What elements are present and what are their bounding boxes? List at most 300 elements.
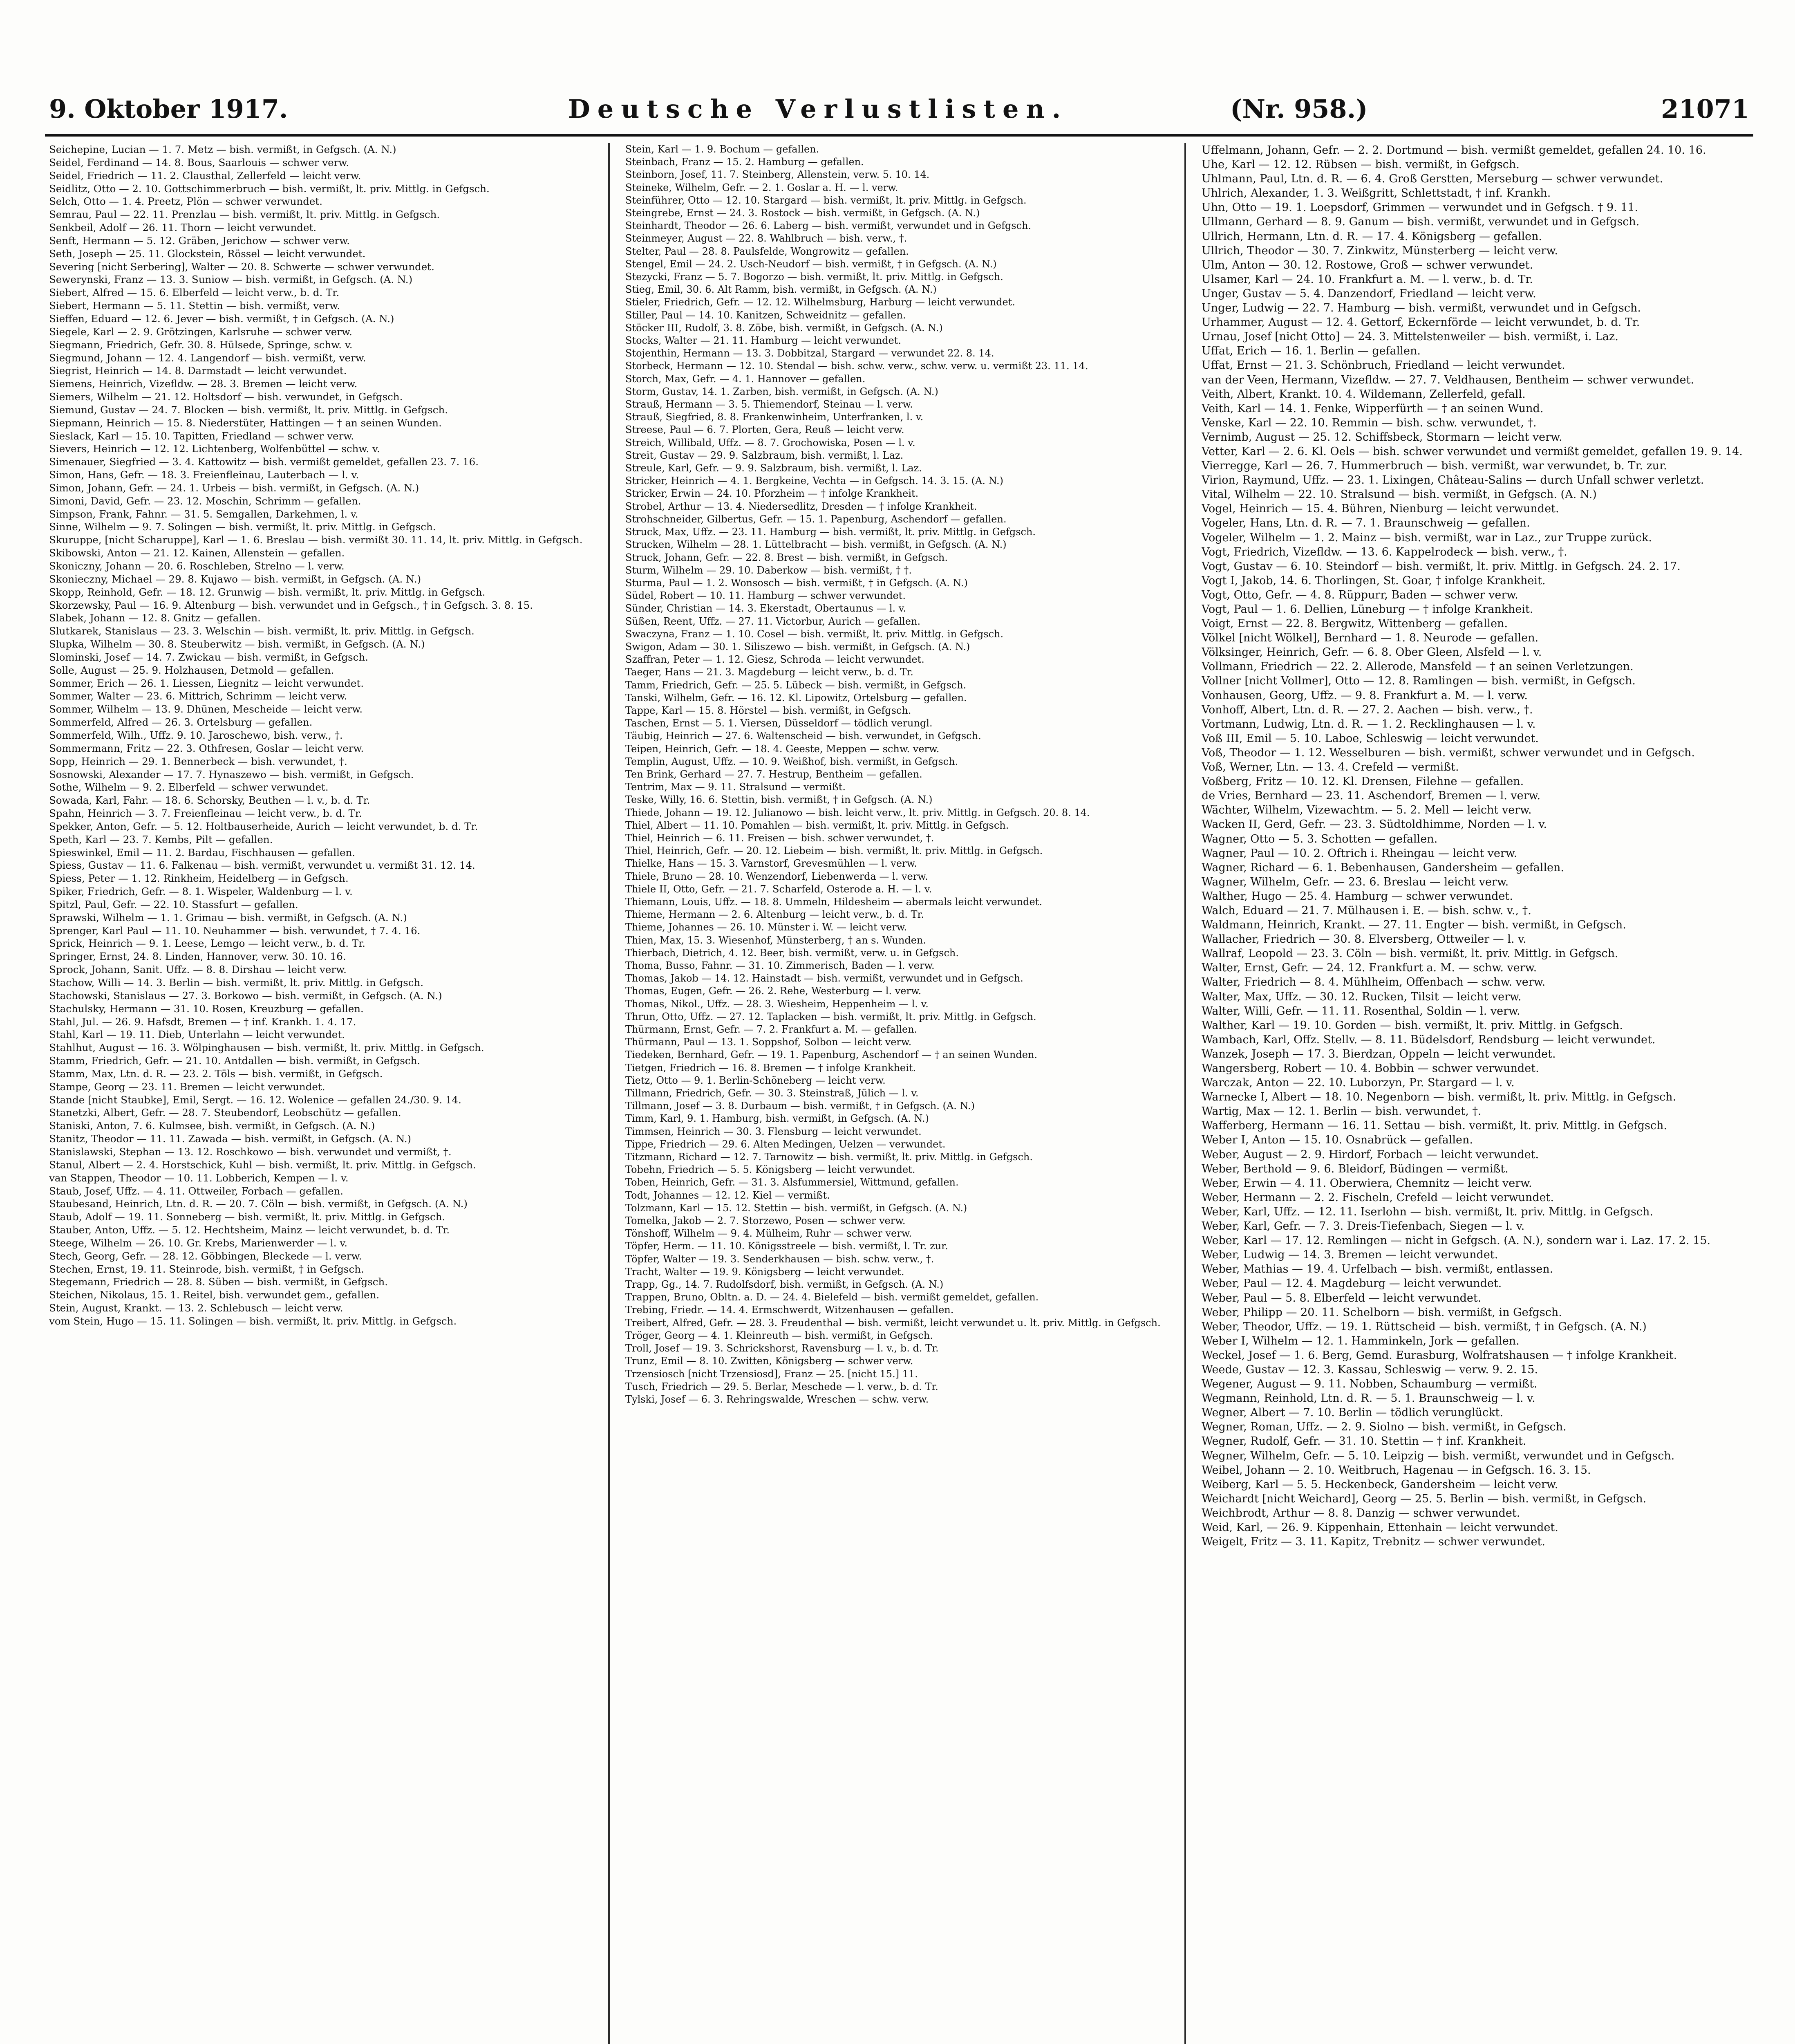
casualty-entry: Severing [nicht Serbering], Walter — 20. 8. Schwerte — schwer verwundet. <box>49 260 434 273</box>
casualty-entry: Slupka, Wilhelm — 30. 8. Steuberwitz — bish. vermißt, in Gefgsch. (A. N.) <box>49 638 425 650</box>
casualty-entry: Siemens, Heinrich, Vizefldw. — 28. 3. Bremen — leicht verw. <box>49 378 358 390</box>
casualty-entry: Thomas, Eugen, Gefr. — 26. 2. Rehe, Westerburg — l. verw. <box>625 985 922 997</box>
casualty-entry: Weber, Theodor, Uffz. — 19. 1. Rüttscheid — bish. vermißt, † in Gefgsch. (A. N.) <box>1202 1320 1647 1333</box>
casualty-entry: Stöcker III, Rudolf, 3. 8. Zöbe, bish. vermißt, in Gefgsch. (A. N.) <box>625 322 943 334</box>
casualty-entry: Warnecke I, Albert — 18. 10. Negenborn — bish. vermißt, lt. priv. Mittlg. in Gefgsch. <box>1202 1091 1676 1104</box>
casualty-entry: Simenauer, Siegfried — 3. 4. Kattowitz — bish. vermißt gemeldet, gefallen 23. 7. 16. <box>49 456 479 468</box>
casualty-entry: Walch, Eduard — 21. 7. Mülhausen i. E. — bish. schw. v., †. <box>1202 904 1531 917</box>
casualty-entry: Skoniczny, Johann — 20. 6. Roschleben, Strelno — l. verw. <box>49 560 345 572</box>
casualty-entry: Weber I, Wilhelm — 12. 1. Hamminkeln, Jork — gefallen. <box>1202 1334 1520 1347</box>
casualty-entry: Uffelmann, Johann, Gefr. — 2. 2. Dortmund — bish. vermißt gemeldet, gefallen 24. 10. 16. <box>1202 144 1706 157</box>
casualty-entry: Tusch, Friedrich — 29. 5. Berlar, Meschede — l. verw., b. d. Tr. <box>625 1381 938 1392</box>
casualty-entry: Ulsamer, Karl — 24. 10. Frankfurt a. M. — l. verw., b. d. Tr. <box>1202 273 1533 286</box>
casualty-entry: Sopp, Heinrich — 29. 1. Bennerbeck — bish. verwundet, †. <box>49 755 347 767</box>
casualty-entry: Wegmann, Reinhold, Ltn. d. R. — 5. 1. Braunschweig — l. v. <box>1202 1392 1535 1405</box>
casualty-entry: Stengel, Emil — 24. 2. Usch-Neudorf — bish. vermißt, † in Gefgsch. (A. N.) <box>625 258 997 270</box>
casualty-entry: Stahl, Jul. — 26. 9. Hafsdt, Bremen — † inf. Krankh. 1. 4. 17. <box>49 1015 356 1028</box>
casualty-entry: Siegrist, Heinrich — 14. 8. Darmstadt — leicht verwundet. <box>49 365 347 377</box>
casualty-entry: Skibowski, Anton — 21. 12. Kainen, Allenstein — gefallen. <box>49 547 345 559</box>
casualty-entry: Vonhausen, Georg, Uffz. — 9. 8. Frankfurt a. M. — l. verw. <box>1202 689 1528 702</box>
casualty-entry: Weede, Gustav — 12. 3. Kassau, Schleswig — verw. 9. 2. 15. <box>1202 1363 1538 1376</box>
casualty-entry: Siebert, Alfred — 15. 6. Elberfeld — leicht verw., b. d. Tr. <box>49 287 340 299</box>
casualty-entry: Toben, Heinrich, Gefr. — 31. 3. Alsfummersiel, Wittmund, gefallen. <box>625 1177 959 1188</box>
casualty-entry: van Stappen, Theodor — 10. 11. Lobberich, Kempen — l. v. <box>49 1172 349 1184</box>
casualty-entry: Siepmann, Heinrich — 15. 8. Niederstüter, Hattingen — † an seinen Wunden. <box>49 417 442 429</box>
casualty-entry: Stieler, Friedrich, Gefr. — 12. 12. Wilhelmsburg, Harburg — leicht verwundet. <box>625 296 1015 308</box>
casualty-entry: Trzensiosch [nicht Trzensiosd], Franz — 25. [nicht 15.] 11. <box>625 1368 918 1380</box>
casualty-entry: Weber, Paul — 5. 8. Elberfeld — leicht verwundet. <box>1202 1291 1482 1304</box>
casualty-entry: Stieg, Emil, 30. 6. Alt Ramm, bish. vermißt, in Gefgsch. (A. N.) <box>625 284 937 296</box>
casualty-entry: Treibert, Alfred, Gefr. — 28. 3. Freudenthal — bish. vermißt, leicht verwundet u. lt. priv. Mittlg. in Gefgsch. <box>625 1317 1161 1329</box>
casualty-entry: Slabek, Johann — 12. 8. Gnitz — gefallen. <box>49 612 261 624</box>
casualty-entry: Spieswinkel, Emil — 11. 2. Bardau, Fischhausen — gefallen. <box>49 846 356 858</box>
casualty-entry: Thien, Max, 15. 3. Wiesenhof, Münsterberg, † an s. Wunden. <box>625 934 926 946</box>
casualty-entry: Sieslack, Karl — 15. 10. Tapitten, Friedland — schwer verw. <box>49 430 354 442</box>
casualty-entry: Vogeler, Hans, Ltn. d. R. — 7. 1. Braunschweig — gefallen. <box>1202 517 1530 530</box>
casualty-entry: Selch, Otto — 1. 4. Preetz, Plön — schwer verwundet. <box>49 195 323 208</box>
casualty-entry: Wegener, August — 9. 11. Nobben, Schaumburg — vermißt. <box>1202 1378 1538 1391</box>
casualty-entry: Streich, Willibald, Uffz. — 8. 7. Grochowiska, Posen — l. v. <box>625 437 915 448</box>
casualty-entry: Skonieczny, Michael — 29. 8. Kujawo — bish. vermißt, in Gefgsch. (A. N.) <box>49 573 421 585</box>
casualty-entry: Weigelt, Fritz — 3. 11. Kapitz, Trebnitz — schwer verwundet. <box>1202 1535 1545 1549</box>
casualty-entry: Voigt, Ernst — 22. 8. Bergwitz, Wittenberg — gefallen. <box>1202 617 1508 630</box>
casualty-entry: Skorzewsky, Paul — 16. 9. Altenburg — bish. verwundet und in Gefgsch., † in Gefgsch. 3. 8. 15. <box>49 599 533 611</box>
casualty-entry: Walter, Ernst, Gefr. — 24. 12. Frankfurt a. M. — schw. verw. <box>1202 961 1537 975</box>
casualty-entry: Spiess, Peter — 1. 12. Rinkheim, Heidelberg — in Gefgsch. <box>49 872 349 885</box>
casualty-entry: Vital, Wilhelm — 22. 10. Stralsund — bish. vermißt, in Gefgsch. (A. N.) <box>1202 488 1597 501</box>
casualty-entry: Sprawski, Wilhelm — 1. 1. Grimau — bish. vermißt, in Gefgsch. (A. N.) <box>49 911 407 923</box>
casualty-column-3 <box>1202 143 1745 2044</box>
casualty-entry: Tomelka, Jakob — 2. 7. Storzewo, Posen — schwer verw. <box>625 1215 906 1227</box>
casualty-entry: Sinne, Wilhelm — 9. 7. Solingen — bish. vermißt, lt. priv. Mittlg. in Gefgsch. <box>49 521 436 533</box>
casualty-entry: Vetter, Karl — 2. 6. Kl. Oels — bish. schwer verwundet und vermißt gemeldet, gefallen 19. 9. 14. <box>1202 445 1743 458</box>
casualty-entry: Steingrebe, Ernst — 24. 3. Rostock — bish. vermißt, in Gefgsch. (A. N.) <box>625 207 980 219</box>
casualty-entry: Thieme, Johannes — 26. 10. Münster i. W. — leicht verw. <box>625 921 907 933</box>
casualty-entry: Stande [nicht Staubke], Emil, Sergt. — 16. 12. Wolenice — gefallen 24./30. 9. 14. <box>49 1094 461 1106</box>
casualty-entry: Stein, Karl — 1. 9. Bochum — gefallen. <box>625 143 819 155</box>
casualty-entry: Stampe, Georg — 23. 11. Bremen — leicht verwundet. <box>49 1080 325 1093</box>
casualty-entry: Sprock, Johann, Sanit. Uffz. — 8. 8. Dirshau — leicht verw. <box>49 964 347 976</box>
casualty-entry: Weber, Philipp — 20. 11. Schelborn — bish. vermißt, in Gefgsch. <box>1202 1306 1562 1319</box>
casualty-entry: Seidel, Ferdinand — 14. 8. Bous, Saarlouis — schwer verw. <box>49 156 349 168</box>
casualty-entry: Staub, Adolf — 19. 11. Sonneberg — bish. vermißt, lt. priv. Mittlg. in Gefgsch. <box>49 1211 445 1223</box>
casualty-entry: Steinborn, Josef, 11. 7. Steinberg, Allenstein, verw. 5. 10. 14. <box>625 169 930 181</box>
casualty-entry: Tentrim, Max — 9. 11. Stralsund — vermißt. <box>625 781 846 793</box>
casualty-entry: Vogt, Otto, Gefr. — 4. 8. Rüppurr, Baden — schwer verw. <box>1202 588 1518 601</box>
casualty-entry: Tolzmann, Karl — 15. 12. Stettin — bish. vermißt, in Gefgsch. (A. N.) <box>625 1202 967 1214</box>
casualty-entry: Ullmann, Gerhard — 8. 9. Ganum — bish. vermißt, verwundet und in Gefgsch. <box>1202 215 1640 229</box>
casualty-entry: Strauß, Hermann — 3. 5. Thiemendorf, Steinau — l. verw. <box>625 399 913 410</box>
casualty-entry: Urhammer, August — 12. 4. Gettorf, Eckernförde — leicht verwundet, b. d. Tr. <box>1202 316 1640 329</box>
publication-title: Deutsche Verlustlisten. <box>568 94 1068 124</box>
casualty-entry: Seichepine, Lucian — 1. 7. Metz — bish. vermißt, in Gefgsch. (A. N.) <box>49 143 396 155</box>
casualty-entry: Sommer, Erich — 26. 1. Liessen, Liegnitz — leicht verwundet. <box>49 677 364 689</box>
casualty-entry: Vogt I, Jakob, 14. 6. Thorlingen, St. Goar, † infolge Krankheit. <box>1202 574 1546 587</box>
casualty-entry: Stachow, Willi — 14. 3. Berlin — bish. vermißt, lt. priv. Mittlg. in Gefgsch. <box>49 977 424 988</box>
casualty-entry: Unger, Gustav — 5. 4. Danzendorf, Friedland — leicht verw. <box>1202 287 1536 300</box>
casualty-entry: Thiel, Heinrich, Gefr. — 20. 12. Liebeim — bish. vermißt, lt. priv. Mittlg. in Gefgsch. <box>625 845 1043 857</box>
casualty-entry: Spekker, Anton, Gefr. — 5. 12. Holtbauserheide, Aurich — leicht verwundet, b. d. Tr. <box>49 820 478 832</box>
casualty-entry: Titzmann, Richard — 12. 7. Tarnowitz — bish. vermißt, lt. priv. Mittlg. in Gefgsch. <box>625 1151 1033 1163</box>
casualty-entry: Simon, Hans, Gefr. — 18. 3. Freienfleinau, Lauterbach — l. v. <box>49 469 359 481</box>
casualty-entry: Stezycki, Franz — 5. 7. Bogorzo — bish. vermißt, lt. priv. Mittlg. in Gefgsch. <box>625 271 1003 283</box>
casualty-entry: Stahlhut, August — 16. 3. Wölpinghausen — bish. vermißt, lt. priv. Mittlg. in Gefgsch. <box>49 1042 484 1054</box>
casualty-entry: Töpfer, Walter — 19. 3. Senderkhausen — bish. schw. verw., †. <box>625 1253 934 1265</box>
casualty-entry: Sommerfeld, Alfred — 26. 3. Ortelsburg — gefallen. <box>49 716 313 728</box>
casualty-entry: Tanski, Wilhelm, Gefr. — 16. 12. Kl. Lipowitz, Ortelsburg — gefallen. <box>625 692 967 704</box>
casualty-entry: Todt, Johannes — 12. 12. Kiel — vermißt. <box>625 1189 830 1201</box>
casualty-entry: Sewerynski, Franz — 13. 3. Suniow — bish. vermißt, in Gefgsch. (A. N.) <box>49 273 413 286</box>
casualty-entry: Steinhardt, Theodor — 26. 6. Laberg — bish. vermißt, verwundet und in Gefgsch. <box>625 220 1032 232</box>
casualty-entry: Walther, Hugo — 25. 4. Hamburg — schwer verwundet. <box>1202 890 1513 903</box>
casualty-entry: Weiberg, Karl — 5. 5. Heckenbeck, Gandersheim — leicht verw. <box>1202 1478 1558 1491</box>
casualty-entry: Streit, Gustav — 29. 9. Salzbraum, bish. vermißt, l. Laz. <box>625 449 904 461</box>
casualty-entry: Tröger, Georg — 4. 1. Kleinreuth — bish. vermißt, in Gefgsch. <box>625 1329 933 1341</box>
casualty-entry: Walther, Karl — 19. 10. Gorden — bish. vermißt, lt. priv. Mittlg. in Gefgsch. <box>1202 1019 1623 1032</box>
casualty-entry: Tönshoff, Wilhelm — 9. 4. Mülheim, Ruhr — schwer verw. <box>625 1228 912 1239</box>
casualty-entry: Siemund, Gustav — 24. 7. Blocken — bish. vermißt, lt. priv. Mittlg. in Gefgsch. <box>49 403 448 416</box>
casualty-entry: Wagner, Otto — 5. 3. Schotten — gefallen. <box>1202 832 1438 845</box>
casualty-entry: Ullrich, Theodor — 30. 7. Zinkwitz, Münsterberg — leicht verw. <box>1202 244 1558 257</box>
casualty-entry: Thürmann, Paul — 13. 1. Soppshof, Solbon — leicht verw. <box>625 1036 912 1048</box>
casualty-entry: Walter, Friedrich — 8. 4. Mühlheim, Offenbach — schw. verw. <box>1202 976 1546 989</box>
casualty-entry: Sievers, Heinrich — 12. 12. Lichtenberg, Wolfenbüttel — schw. v. <box>49 443 380 455</box>
casualty-entry: Uhlrich, Alexander, 1. 3. Weißgritt, Schlettstadt, † inf. Krankh. <box>1202 187 1551 200</box>
casualty-entry: Weber I, Anton — 15. 10. Osnabrück — gefallen. <box>1202 1134 1473 1147</box>
casualty-entry: Thiele, Bruno — 28. 10. Wenzendorf, Liebenwerda — l. verw. <box>625 870 928 882</box>
casualty-entry: Weber, Berthold — 9. 6. Bleidorf, Büdingen — vermißt. <box>1202 1162 1509 1175</box>
casualty-entry: Skopp, Reinhold, Gefr. — 18. 12. Grunwig — bish. vermißt, lt. priv. Mittlg. in Gefgsch. <box>49 586 486 598</box>
casualty-entry: Slutkarek, Stanislaus — 23. 3. Welschin — bish. vermißt, lt. priv. Mittlg. in Gefgsch. <box>49 625 474 637</box>
casualty-entry: Thomas, Jakob — 14. 12. Hainstadt — bish. vermißt, verwundet und in Gefgsch. <box>625 973 1023 984</box>
casualty-entry: Voß, Theodor — 1. 12. Wesselburen — bish. vermißt, schwer verwundet und in Gefgsch. <box>1202 746 1695 759</box>
casualty-entry: Thomas, Nikol., Uffz. — 28. 3. Wiesheim, Heppenheim — l. v. <box>625 998 929 1010</box>
casualty-entry: Vogt, Paul — 1. 6. Dellien, Lüneburg — † infolge Krankheit. <box>1202 603 1533 616</box>
casualty-entry: Thiele II, Otto, Gefr. — 21. 7. Scharfeld, Osterode a. H. — l. v. <box>625 883 932 895</box>
casualty-entry: Swigon, Adam — 30. 1. Siliszewo — bish. vermißt, in Gefgsch. (A. N.) <box>625 641 970 652</box>
casualty-entry: vom Stein, Hugo — 15. 11. Solingen — bish. vermißt, lt. priv. Mittlg. in Gefgsch. <box>49 1315 457 1327</box>
casualty-entry: Veith, Karl — 14. 1. Fenke, Wipperfürth — † an seinen Wund. <box>1202 402 1544 415</box>
casualty-entry: Vonhoff, Albert, Ltn. d. R. — 27. 2. Aachen — bish. verw., †. <box>1202 703 1533 716</box>
casualty-entry: Weber, Karl, Gefr. — 7. 3. Dreis-Tiefenbach, Siegen — l. v. <box>1202 1220 1525 1233</box>
casualty-entry: Siebert, Hermann — 5. 11. Stettin — bish. vermißt, verw. <box>49 300 340 312</box>
casualty-entry: Templin, August, Uffz. — 10. 9. Weißhof, bish. vermißt, in Gefgsch. <box>625 755 958 767</box>
casualty-entry: Wartig, Max — 12. 1. Berlin — bish. verwundet, †. <box>1202 1105 1482 1118</box>
casualty-entry: Ten Brink, Gerhard — 27. 7. Hestrup, Bentheim — gefallen. <box>625 768 922 780</box>
casualty-entry: Stelter, Paul — 28. 8. Paulsfelde, Wongrowitz — gefallen. <box>625 245 909 257</box>
casualty-entry: Stamm, Friedrich, Gefr. — 21. 10. Antdallen — bish. vermißt, in Gefgsch. <box>49 1055 421 1067</box>
casualty-entry: Skuruppe, [nicht Scharuppe], Karl — 1. 6. Breslau — bish. vermißt 30. 11. 14, lt. priv. Mittlg. in Gefgsch. <box>49 534 583 546</box>
casualty-entry: Teske, Willy, 16. 6. Stettin, bish. vermißt, † in Gefgsch. (A. N.) <box>625 794 933 806</box>
casualty-entry: Senft, Hermann — 5. 12. Gräben, Jerichow — schwer verw. <box>49 234 350 247</box>
casualty-entry: Weber, Karl, Uffz. — 12. 11. Iserlohn — bish. vermißt, lt. priv. Mittlg. in Gefgsch. <box>1202 1205 1653 1218</box>
casualty-entry: Wafferberg, Hermann — 16. 11. Settau — bish. vermißt, lt. priv. Mittlg. in Gefgsch. <box>1202 1119 1667 1132</box>
casualty-entry: Sünder, Christian — 14. 3. Ekerstadt, Obertaunus — l. v. <box>625 603 906 614</box>
header-rule <box>45 134 1753 137</box>
casualty-entry: Weibel, Johann — 2. 10. Weitbruch, Hagenau — in Gefgsch. 16. 3. 15. <box>1202 1464 1591 1477</box>
column-divider <box>608 143 610 2044</box>
casualty-entry: Tippe, Friedrich — 29. 6. Alten Medingen, Uelzen — verwundet. <box>625 1138 946 1150</box>
casualty-entry: Thierbach, Dietrich, 4. 12. Beer, bish. vermißt, verw. u. in Gefgsch. <box>625 947 959 959</box>
casualty-entry: Uhe, Karl — 12. 12. Rübsen — bish. vermißt, in Gefgsch. <box>1202 158 1520 171</box>
casualty-entry: Thielke, Hans — 15. 3. Varnstorf, Grevesmühlen — l. verw. <box>625 858 917 870</box>
casualty-entry: Spiess, Gustav — 11. 6. Falkenau — bish. vermißt, verwundet u. vermißt 31. 12. 14. <box>49 859 475 872</box>
casualty-entry: Streese, Paul — 6. 7. Plorten, Gera, Reuß — leicht verw. <box>625 424 904 436</box>
casualty-entry: Wegner, Wilhelm, Gefr. — 5. 10. Leipzig — bish. vermißt, verwundet und in Gefgsch. <box>1202 1449 1675 1462</box>
casualty-entry: Voßberg, Fritz — 10. 12. Kl. Drensen, Filehne — gefallen. <box>1202 775 1524 788</box>
column-divider <box>1184 143 1186 2044</box>
casualty-entry: Sturm, Wilhelm — 29. 10. Daberkow — bish. vermißt, † †. <box>625 564 912 576</box>
issue-number: (Nr. 958.) <box>1230 94 1368 124</box>
casualty-entry: Simon, Johann, Gefr. — 24. 1. Urbeis — bish. vermißt, in Gefgsch. (A. N.) <box>49 482 419 494</box>
casualty-entry: Wegner, Albert — 7. 10. Berlin — tödlich verunglückt. <box>1202 1406 1503 1419</box>
casualty-entry: Storm, Gustav, 14. 1. Zarben, bish. vermißt, in Gefgsch. (A. N.) <box>625 385 938 397</box>
casualty-entry: Simoni, David, Gefr. — 23. 12. Moschin, Schrimm — gefallen. <box>49 495 361 507</box>
casualty-entry: Wacken II, Gerd, Gefr. — 23. 3. Südtoldhimme, Norden — l. v. <box>1202 818 1547 831</box>
casualty-entry: Virion, Raymund, Uffz. — 23. 1. Lixingen, Château-Salins — durch Unfall schwer verletzt. <box>1202 474 1704 487</box>
casualty-entry: Senkbeil, Adolf — 26. 11. Thorn — leicht verwundet. <box>49 222 317 234</box>
casualty-entry: Vollner [nicht Vollmer], Otto — 12. 8. Ramlingen — bish. vermißt, in Gefgsch. <box>1202 675 1636 688</box>
casualty-entry: Semrau, Paul — 22. 11. Prenzlau — bish. vermißt, lt. priv. Mittlg. in Gefgsch. <box>49 208 440 221</box>
casualty-entry: Seidel, Friedrich — 11. 2. Clausthal, Zellerfeld — leicht verw. <box>49 169 361 182</box>
casualty-entry: Tamm, Friedrich, Gefr. — 25. 5. Lübeck — bish. vermißt, in Gefgsch. <box>625 679 967 691</box>
casualty-entry: Süßen, Reent, Uffz. — 27. 11. Victorbur, Aurich — gefallen. <box>625 615 921 627</box>
casualty-entry: Thiede, Johann — 19. 12. Julianowo — bish. leicht verw., lt. priv. Mittlg. in Gefgsch. 20. 8. 14. <box>625 807 1090 818</box>
casualty-entry: Teipen, Heinrich, Gefr. — 18. 4. Geeste, Meppen — schw. verw. <box>625 743 940 755</box>
casualty-entry: Trebing, Friedr. — 14. 4. Ermschwerdt, Witzenhausen — gefallen. <box>625 1304 954 1316</box>
casualty-entry: Wagner, Paul — 10. 2. Oftrich i. Rheingau — leicht verw. <box>1202 847 1517 860</box>
casualty-entry: Wallraf, Leopold — 23. 3. Cöln — bish. vermißt, lt. priv. Mittlg. in Gefgsch. <box>1202 947 1618 960</box>
casualty-entry: Sosnowski, Alexander — 17. 7. Hynaszewo — bish. vermißt, in Gefgsch. <box>49 768 414 780</box>
casualty-entry: Uhn, Otto — 19. 1. Loepsdorf, Grimmen — verwundet und in Gefgsch. † 9. 11. <box>1202 201 1638 214</box>
casualty-entry: Uffat, Ernst — 21. 3. Schönbruch, Friedland — leicht verwundet. <box>1202 359 1565 372</box>
casualty-entry: Völkel [nicht Wölkel], Bernhard — 1. 8. Neurode — gefallen. <box>1202 632 1539 645</box>
casualty-entry: Struck, Max, Uffz. — 23. 11. Hamburg — bish. vermißt, lt. priv. Mittlg. in Gefgsch. <box>625 526 1036 538</box>
casualty-entry: Szaffran, Peter — 1. 12. Giesz, Schroda — leicht verwundet. <box>625 654 924 666</box>
casualty-entry: Tillmann, Friedrich, Gefr. — 30. 3. Steinstraß, Jülich — l. v. <box>625 1087 919 1099</box>
casualty-entry: Warczak, Anton — 22. 10. Luborzyn, Pr. Stargard — l. v. <box>1202 1076 1515 1089</box>
casualty-entry: Tobehn, Friedrich — 5. 5. Königsberg — leicht verwundet. <box>625 1164 915 1176</box>
casualty-entry: Staubesand, Heinrich, Ltn. d. R. — 20. 7. Cöln — bish. vermißt, in Gefgsch. (A. N.) <box>49 1198 468 1210</box>
casualty-entry: Vogt, Gustav — 6. 10. Steindorf — bish. vermißt, lt. priv. Mittlg. in Gefgsch. 24. 2. 17. <box>1202 560 1681 573</box>
casualty-entry: Walter, Max, Uffz. — 30. 12. Rucken, Tilsit — leicht verw. <box>1202 990 1522 1003</box>
casualty-entry: Strobel, Arthur — 13. 4. Niedersedlitz, Dresden — † infolge Krankheit. <box>625 500 977 512</box>
casualty-entry: Stricker, Heinrich — 4. 1. Bergkeine, Vechta — in Gefgsch. 14. 3. 15. (A. N.) <box>625 475 1003 487</box>
casualty-entry: Seidlitz, Otto — 2. 10. Gottschimmerbruch — bish. vermißt, lt. priv. Mittlg. in Gefgsch. <box>49 182 490 195</box>
casualty-entry: Unger, Ludwig — 22. 7. Hamburg — bish. vermißt, verwundet und in Gefgsch. <box>1202 302 1641 315</box>
casualty-entry: Wagner, Richard — 6. 1. Bebenhausen, Gandersheim — gefallen. <box>1202 861 1564 874</box>
casualty-entry: Wallacher, Friedrich — 30. 8. Elversberg, Ottweiler — l. v. <box>1202 933 1526 946</box>
casualty-entry: Stricker, Erwin — 24. 10. Pforzheim — † infolge Krankheit. <box>625 488 919 500</box>
casualty-entry: Steege, Wilhelm — 26. 10. Gr. Krebs, Marienwerder — l. v. <box>49 1237 348 1249</box>
casualty-entry: de Vries, Bernhard — 23. 11. Aschendorf, Bremen — l. verw. <box>1202 789 1541 802</box>
casualty-entry: Sturma, Paul — 1. 2. Wonsosch — bish. vermißt, † in Gefgsch. (A. N.) <box>625 577 968 589</box>
casualty-entry: Sommermann, Fritz — 22. 3. Othfresen, Goslar — leicht verw. <box>49 742 364 754</box>
casualty-entry: Weber, Paul — 12. 4. Magdeburg — leicht verwundet. <box>1202 1277 1502 1290</box>
casualty-entry: Staub, Josef, Uffz. — 4. 11. Ottweiler, Forbach — gefallen. <box>49 1185 344 1197</box>
casualty-entry: Weichbrodt, Arthur — 8. 8. Danzig — schwer verwundet. <box>1202 1506 1520 1520</box>
page-number: 21071 <box>1661 94 1749 124</box>
casualty-entry: Vogeler, Wilhelm — 1. 2. Mainz — bish. vermißt, war in Laz., zur Truppe zurück. <box>1202 531 1652 544</box>
casualty-entry: Thoma, Busso, Fahnr. — 31. 10. Zimmerisch, Baden — l. verw. <box>625 960 935 971</box>
casualty-entry: Sowada, Karl, Fahr. — 18. 6. Schorsky, Beuthen — l. v., b. d. Tr. <box>49 794 370 807</box>
casualty-entry: Thiel, Heinrich — 6. 11. Freisen — bish. schwer verwundet, †. <box>625 832 934 844</box>
casualty-entry: Tiedeken, Bernhard, Gefr. — 19. 1. Papenburg, Aschendorf — † an seinen Wunden. <box>625 1049 1038 1061</box>
casualty-entry: Steinbach, Franz — 15. 2. Hamburg — gefallen. <box>625 156 864 168</box>
casualty-entry: Tietgen, Friedrich — 16. 8. Bremen — † infolge Krankheit. <box>625 1062 916 1074</box>
casualty-entry: Steineke, Wilhelm, Gefr. — 2. 1. Goslar a. H. — l. verw. <box>625 182 898 193</box>
casualty-entry: Trapp, Gg., 14. 7. Rudolfsdorf, bish. vermißt, in Gefgsch. (A. N.) <box>625 1279 944 1291</box>
casualty-entry: Weber, Ludwig — 14. 3. Bremen — leicht verwundet. <box>1202 1248 1498 1262</box>
casualty-entry: Sommer, Wilhelm — 13. 9. Dhünen, Mescheide — leicht verw. <box>49 703 363 715</box>
casualty-entry: Stachowski, Stanislaus — 27. 3. Borkowo — bish. vermißt, in Gefgsch. (A. N.) <box>49 989 442 1002</box>
casualty-entry: Ullrich, Hermann, Ltn. d. R. — 17. 4. Königsberg — gefallen. <box>1202 230 1542 243</box>
casualty-entry: Siegele, Karl — 2. 9. Grötzingen, Karlsruhe — schwer verw. <box>49 325 352 338</box>
casualty-entry: Wanzek, Joseph — 17. 3. Bierdzan, Oppeln — leicht verwundet. <box>1202 1047 1556 1060</box>
casualty-entry: Vogt, Friedrich, Vizefldw. — 13. 6. Kappelrodeck — bish. verw., †. <box>1202 545 1567 558</box>
casualty-entry: Urnau, Josef [nicht Otto] — 24. 3. Mittelstenweiler — bish. vermißt, i. Laz. <box>1202 330 1618 343</box>
casualty-entry: Tracht, Walter — 19. 9. Königsberg — leicht verwundet. <box>625 1266 904 1278</box>
casualty-entry: Stanitz, Theodor — 11. 11. Zawada — bish. vermißt, in Gefgsch. (A. N.) <box>49 1133 412 1145</box>
casualty-entry: Spahn, Heinrich — 3. 7. Freienfleinau — leicht verw., b. d. Tr. <box>49 807 362 820</box>
issue-date: 9. Oktober 1917. <box>49 94 288 124</box>
casualty-entry: Vogel, Heinrich — 15. 4. Bühren, Nienburg — leicht verwundet. <box>1202 502 1559 515</box>
casualty-entry: Siegmund, Johann — 12. 4. Langendorf — bish. vermißt, verw. <box>49 352 366 364</box>
casualty-entry: Strauß, Siegfried, 8. 8. Frankenwinheim, Unterfranken, l. v. <box>625 411 924 423</box>
casualty-entry: Solle, August — 25. 9. Holzhausen, Detmold — gefallen. <box>49 664 334 676</box>
casualty-entry: Speth, Karl — 23. 7. Kembs, Pilt — gefallen. <box>49 833 273 845</box>
casualty-entry: Timm, Karl, 9. 1. Hamburg, bish. vermißt, in Gefgsch. (A. N.) <box>625 1113 929 1125</box>
casualty-entry: Spitzl, Paul, Gefr. — 22. 10. Stassfurt — gefallen. <box>49 898 298 910</box>
casualty-entry: Siemers, Wilhelm — 21. 12. Holtsdorf — bish. verwundet, in Gefgsch. <box>49 391 403 403</box>
casualty-entry: Waldmann, Heinrich, Krankt. — 27. 11. Engter — bish. vermißt, in Gefgsch. <box>1202 919 1626 932</box>
casualty-entry: Taschen, Ernst — 5. 1. Viersen, Düsseldorf — tödlich verungl. <box>625 717 933 729</box>
casualty-entry: Stocks, Walter — 21. 11. Hamburg — leicht verwundet. <box>625 335 901 347</box>
casualty-entry: Stojenthin, Hermann — 13. 3. Dobbitzal, Stargard — verwundet 22. 8. 14. <box>625 347 994 359</box>
casualty-entry: Stein, August, Krankt. — 13. 2. Schlebusch — leicht verw. <box>49 1302 343 1314</box>
casualty-entry: Tietz, Otto — 9. 1. Berlin-Schöneberg — leicht verw. <box>625 1074 886 1086</box>
casualty-entry: Slominski, Josef — 14. 7. Zwickau — bish. vermißt, in Gefgsch. <box>49 651 369 663</box>
casualty-entry: Weber, Karl — 17. 12. Remlingen — nicht in Gefgsch. (A. N.), sondern war i. Laz. 17. 2. 15. <box>1202 1234 1710 1247</box>
casualty-entry: Vortmann, Ludwig, Ltn. d. R. — 1. 2. Recklinghausen — l. v. <box>1202 717 1536 731</box>
casualty-entry: Wächter, Wilhelm, Vizewachtm. — 5. 2. Mell — leicht verw. <box>1202 804 1532 817</box>
casualty-entry: Stech, Georg, Gefr. — 28. 12. Göbbingen, Bleckede — l. verw. <box>49 1250 362 1262</box>
casualty-entry: Strohschneider, Gilbertus, Gefr. — 15. 1. Papenburg, Aschendorf — gefallen. <box>625 513 1007 525</box>
casualty-entry: Sothe, Wilhelm — 9. 2. Elberfeld — schwer verwundet. <box>49 781 329 793</box>
casualty-entry: Täubig, Heinrich — 27. 6. Waltenscheid — bish. verwundet, in Gefgsch. <box>625 730 981 742</box>
casualty-column-2 <box>625 143 1169 2044</box>
casualty-entry: Tillmann, Josef — 3. 8. Durbaum — bish. vermißt, † in Gefgsch. (A. N.) <box>625 1100 975 1112</box>
casualty-entry: Sprenger, Karl Paul — 11. 10. Neuhammer — bish. verwundet, † 7. 4. 16. <box>49 924 421 937</box>
casualty-entry: Strucken, Wilhelm — 28. 1. Lüttelbracht — bish. vermißt, in Gefgsch. (A. N.) <box>625 539 1007 551</box>
casualty-entry: Wangersberg, Robert — 10. 4. Bobbin — schwer verwundet. <box>1202 1062 1539 1075</box>
casualty-entry: Storch, Max, Gefr. — 4. 1. Hannover — gefallen. <box>625 373 866 385</box>
casualty-entry: Stachulsky, Hermann — 31. 10. Rosen, Kreuzburg — gefallen. <box>49 1002 364 1015</box>
casualty-entry: Walter, Willi, Gefr. — 11. 11. Rosenthal, Soldin — l. verw. <box>1202 1004 1520 1018</box>
casualty-entry: Weber, August — 2. 9. Hirdorf, Forbach — leicht verwundet. <box>1202 1148 1539 1161</box>
casualty-entry: Voß, Werner, Ltn. — 13. 4. Crefeld — vermißt. <box>1202 761 1459 774</box>
casualty-entry: Stauber, Anton, Uffz. — 5. 12. Hechtsheim, Mainz — leicht verwundet, b. d. Tr. <box>49 1224 450 1236</box>
casualty-entry: Springer, Ernst, 24. 8. Linden, Hannover, verw. 30. 10. 16. <box>49 950 346 963</box>
casualty-entry: Stegemann, Friedrich — 28. 8. Süben — bish. vermißt, in Gefgsch. <box>49 1276 388 1288</box>
casualty-entry: Spiker, Friedrich, Gefr. — 8. 1. Wispeler, Waldenburg — l. v. <box>49 885 353 898</box>
casualty-entry: Weid, Karl, — 26. 9. Kippenhain, Ettenhain — leicht verwundet. <box>1202 1521 1558 1534</box>
casualty-entry: Uhlmann, Paul, Ltn. d. R. — 6. 4. Groß Gerstten, Merseburg — schwer verwundet. <box>1202 173 1663 186</box>
casualty-entry: Timmsen, Heinrich — 30. 3. Flensburg — leicht verwundet. <box>625 1125 922 1137</box>
casualty-entry: Südel, Robert — 10. 11. Hamburg — schwer verwundet. <box>625 590 906 602</box>
casualty-entry: Thürmann, Ernst, Gefr. — 7. 2. Frankfurt a. M. — gefallen. <box>625 1024 918 1035</box>
casualty-entry: Stechen, Ernst, 19. 11. Steinrode, bish. vermißt, † in Gefgsch. <box>49 1263 364 1275</box>
casualty-entry: Wagner, Wilhelm, Gefr. — 23. 6. Breslau — leicht verw. <box>1202 875 1509 888</box>
casualty-entry: Steinmeyer, August — 22. 8. Wahlbruch — bish. verw., †. <box>625 233 907 244</box>
casualty-entry: Stanul, Albert — 2. 4. Horstschick, Kuhl — bish. vermißt, lt. priv. Mittlg. in Gefgsch. <box>49 1159 476 1171</box>
casualty-entry: Wegner, Rudolf, Gefr. — 31. 10. Stettin — † inf. Krankheit. <box>1202 1435 1526 1448</box>
casualty-entry: Siegmann, Friedrich, Gefr. 30. 8. Hülsede, Springe, schw. v. <box>49 338 353 351</box>
casualty-entry: Struck, Johann, Gefr. — 22. 8. Brest — bish. vermißt, in Gefgsch. <box>625 551 948 563</box>
casualty-entry: Vierregge, Karl — 26. 7. Hummerbruch — bish. vermißt, war verwundet, b. Tr. zur. <box>1202 459 1667 473</box>
casualty-entry: Steinführer, Otto — 12. 10. Stargard — bish. vermißt, lt. priv. Mittlg. in Gefgsch. <box>625 194 1027 206</box>
casualty-entry: Weichardt [nicht Weichard], Georg — 25. 5. Berlin — bish. vermißt, in Gefgsch. <box>1202 1492 1647 1505</box>
casualty-entry: Stiller, Paul — 14. 10. Kanitzen, Schweidnitz — gefallen. <box>625 309 906 321</box>
casualty-entry: Stamm, Max, Ltn. d. R. — 23. 2. Töls — bish. vermißt, in Gefgsch. <box>49 1067 383 1080</box>
casualty-entry: Wegner, Roman, Uffz. — 2. 9. Siolno — bish. vermißt, in Gefgsch. <box>1202 1421 1567 1434</box>
casualty-entry: Völksinger, Heinrich, Gefr. — 6. 8. Ober Gleen, Alsfeld — l. v. <box>1202 646 1542 659</box>
casualty-entry: Weber, Hermann — 2. 2. Fischeln, Crefeld — leicht verwundet. <box>1202 1191 1554 1204</box>
casualty-entry: Sommerfeld, Wilh., Uffz. 9. 10. Jaroschewo, bish. verw., †. <box>49 729 343 741</box>
casualty-entry: Stanislawski, Stephan — 13. 12. Roschkowo — bish. verwundet und vermißt, †. <box>49 1145 452 1158</box>
casualty-entry: Storbeck, Hermann — 12. 10. Stendal — bish. schw. verw., schw. verw. u. vermißt 23. 11. 14. <box>625 360 1088 372</box>
casualty-entry: Streule, Karl, Gefr. — 9. 9. Salzbraum, bish. vermißt, l. Laz. <box>625 462 922 474</box>
casualty-entry: Troll, Josef — 19. 3. Schrickshorst, Ravensburg — l. v., b. d. Tr. <box>625 1342 939 1354</box>
casualty-entry: Thiel, Albert — 11. 10. Pomahlen — bish. vermißt, lt. priv. Mittlg. in Gefgsch. <box>625 819 1009 831</box>
casualty-entry: Trunz, Emil — 8. 10. Zwitten, Königsberg — schwer verw. <box>625 1355 913 1367</box>
casualty-entry: Sprick, Heinrich — 9. 1. Leese, Lemgo — leicht verw., b. d. Tr. <box>49 937 365 950</box>
casualty-entry: Swaczyna, Franz — 1. 10. Cosel — bish. vermißt, lt. priv. Mittlg. in Gefgsch. <box>625 628 1004 640</box>
casualty-entry: Sommer, Walter — 23. 6. Mittrich, Schrimm — leicht verw. <box>49 690 347 702</box>
casualty-entry: Thieme, Hermann — 2. 6. Altenburg — leicht verw., b. d. Tr. <box>625 909 924 921</box>
casualty-entry: Thrun, Otto, Uffz. — 27. 12. Taplacken — bish. vermißt, lt. priv. Mittlg. in Gefgsch. <box>625 1011 1036 1022</box>
casualty-entry: Weber, Erwin — 4. 11. Oberwiera, Chemnitz — leicht verw. <box>1202 1177 1532 1190</box>
casualty-entry: Vernimb, August — 25. 12. Schiffsbeck, Stormarn — leicht verw. <box>1202 430 1562 444</box>
casualty-entry: Weber, Mathias — 19. 4. Urfelbach — bish. vermißt, entlassen. <box>1202 1263 1553 1276</box>
casualty-entry: Venske, Karl — 22. 10. Remmin — bish. schw. verwundet, †. <box>1202 416 1537 429</box>
page-header <box>45 94 1753 133</box>
casualty-entry: van der Veen, Hermann, Vizefldw. — 27. 7. Veldhausen, Bentheim — schwer verwundet. <box>1202 373 1694 386</box>
casualty-entry: Thiemann, Louis, Uffz. — 18. 8. Ummeln, Hildesheim — abermals leicht verwundet. <box>625 896 1042 908</box>
casualty-entry: Töpfer, Herm. — 11. 10. Königsstreele — bish. vermißt, l. Tr. zur. <box>625 1240 948 1252</box>
casualty-entry: Tappe, Karl — 15. 8. Hörstel — bish. vermißt, in Gefgsch. <box>625 704 911 716</box>
casualty-entry: Uffat, Erich — 16. 1. Berlin — gefallen. <box>1202 345 1421 358</box>
casualty-entry: Seth, Joseph — 25. 11. Glockstein, Rössel — leicht verwundet. <box>49 247 366 260</box>
casualty-entry: Taeger, Hans — 21. 3. Magdeburg — leicht verw., b. d. Tr. <box>625 666 913 678</box>
casualty-entry: Simpson, Frank, Fahnr. — 31. 5. Semgallen, Darkehmen, l. v. <box>49 508 358 520</box>
casualty-entry: Stahl, Karl — 19. 11. Dieb, Unterlahn — leicht verwundet. <box>49 1029 345 1041</box>
casualty-entry: Wambach, Karl, Offz. Stellv. — 8. 11. Büdelsdorf, Rendsburg — leicht verwundet. <box>1202 1033 1656 1046</box>
casualty-entry: Weckel, Josef — 1. 6. Berg, Gemd. Eurasburg, Wolfratshausen — † infolge Krankheit. <box>1202 1349 1677 1362</box>
casualty-entry: Staniski, Anton, 7. 6. Kulmsee, bish. vermißt, in Gefgsch. (A. N.) <box>49 1120 375 1132</box>
casualty-entry: Voß III, Emil — 5. 10. Laboe, Schleswig — leicht verwundet. <box>1202 732 1539 745</box>
casualty-entry: Tylski, Josef — 6. 3. Rehringswalde, Wreschen — schw. verw. <box>625 1393 929 1405</box>
casualty-entry: Steichen, Nikolaus, 15. 1. Reitel, bish. verwundet gem., gefallen. <box>49 1289 380 1301</box>
casualty-entry: Vollmann, Friedrich — 22. 2. Allerode, Mansfeld — † an seinen Verletzungen. <box>1202 660 1634 673</box>
casualty-entry: Trappen, Bruno, Obltn. a. D. — 24. 4. Bielefeld — bish. vermißt gemeldet, gefallen. <box>625 1291 1039 1303</box>
newspaper-page <box>45 33 1753 2044</box>
casualty-entry: Ulm, Anton — 30. 12. Rostowe, Groß — schwer verwundet. <box>1202 258 1533 271</box>
casualty-entry: Veith, Albert, Krankt. 10. 4. Wildemann, Zellerfeld, gefall. <box>1202 388 1526 401</box>
casualty-entry: Sieffen, Eduard — 12. 6. Jever — bish. vermißt, † in Gefgsch. (A. N.) <box>49 312 394 325</box>
casualty-entry: Stanetzki, Albert, Gefr. — 28. 7. Steubendorf, Leobschütz — gefallen. <box>49 1107 401 1119</box>
casualty-column-1 <box>49 143 593 2044</box>
